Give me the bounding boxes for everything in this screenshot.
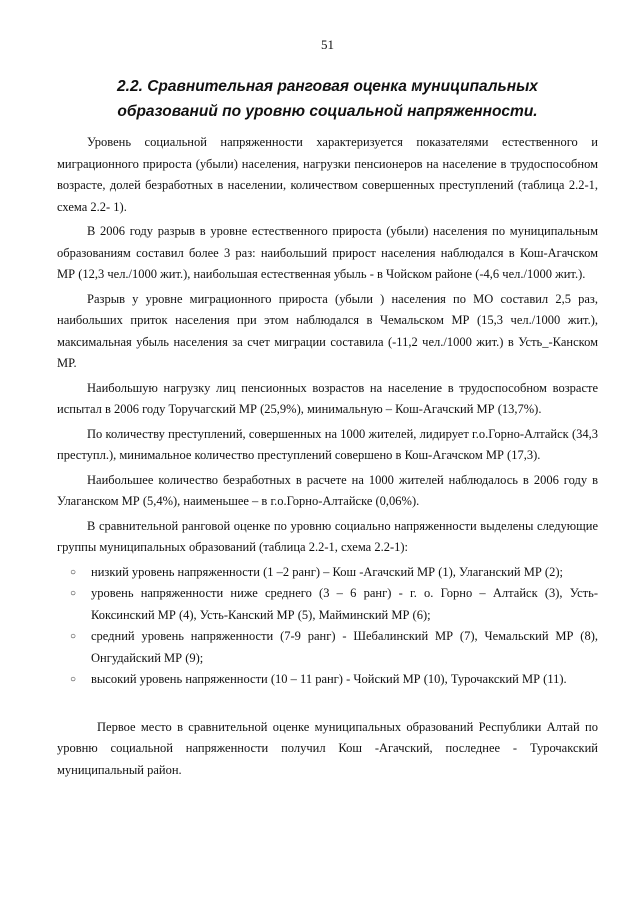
circle-bullet-icon: ○: [70, 631, 77, 642]
paragraph-intro: Уровень социальной напряженности характеризуется показателями естественного и миграционного прироста (убыли) населения, нагрузки пенсионеров на население в трудоспособном возрасте, долей безработных в населении, количеством совершенных преступлений (таблица 2.2-1, схема 2.2- 1).: [57, 135, 598, 214]
section-title-line-2: образований по уровню социальной напряженности.: [117, 103, 538, 120]
list-item-text: уровень напряженности ниже среднего (3 – 6 ранг) - г. о. Горно – Алтайск (3), Усть-Коксинский МР (4), Усть-Канский МР (5), Майминский МР (6);: [91, 586, 598, 622]
paragraph-conclusion: Первое место в сравнительной оценке муниципальных образований Республики Алтай по уровню социальной напряженности получил Кош -Агачский, последнее - Турочакский муниципальный район.: [57, 719, 598, 777]
paragraph-migration: Разрыв у уровне миграционного прироста (убыли ) населения по МО составил 2,5 раз, наибольших приток населения при этом наблюдался в Чемальском МР (15,3 чел./1000 жит.), максимальная убыль населения за счет миграции составила (-11,2 чел./1000 жит.) в Усть_-Канском МР.: [57, 291, 598, 370]
section-title-line-1: 2.2. Сравнительная ранговая оценка муниципальных: [117, 78, 538, 95]
page-number: 51: [321, 37, 334, 52]
list-item-text: низкий уровень напряженности (1 –2 ранг) – Кош -Агачский МР (1), Улаганский МР (2);: [91, 564, 563, 579]
paragraph-groups-intro: В сравнительной ранговой оценке по уровню социально напряженности выделены следующие группы муниципальных образований (таблица 2.2-1, схема 2.2-1):: [57, 518, 598, 554]
paragraph-crime: По количеству преступлений, совершенных на 1000 жителей, лидирует г.о.Горно-Алтайск (34,3 преступл.), минимальное количество преступлений совершено в Кош-Агачском МР (17,3).: [57, 426, 598, 462]
list-item: [57, 583, 598, 626]
paragraph-pensioners: Наибольшую нагрузку лиц пенсионных возрастов на население в трудоспособном возрасте испытал в 2006 году Торучагский МР (25,9%), минимальную – Кош-Агачский МР (13,7%).: [57, 380, 598, 416]
circle-bullet-icon: ○: [70, 674, 77, 685]
list-item-text: средний уровень напряженности (7-9 ранг) - Шебалинский МР (7), Чемальский МР (8), Онгудайский МР (9);: [91, 629, 598, 665]
circle-bullet-icon: ○: [70, 566, 77, 578]
list-item: [57, 669, 598, 691]
list-item: [57, 562, 598, 584]
tension-groups-list: [57, 562, 598, 691]
circle-bullet-icon: ○: [70, 588, 77, 599]
section-title: [57, 74, 598, 124]
paragraph-natural-growth: В 2006 году разрыв в уровне естественного прироста (убыли) населения по муниципальным образованиям составил более 3 раз: наибольший прирост населения наблюдался в Кош-Агачском МР (12,3 чел./1000 жит.), наибольшая естественная убыль - в Чойском районе (-4,6 чел./1000 жит.).: [57, 224, 598, 281]
list-item: [57, 626, 598, 669]
list-item-text: высокий уровень напряженности (10 – 11 ранг) - Чойский МР (10), Турочакский МР (11).: [91, 672, 567, 686]
paragraph-unemployment: Наибольшее количество безработных в расчете на 1000 жителей наблюдалось в 2006 году в Улаганском МР (5,4%), наименьшее – в г.о.Горно-Алтайске (0,06%).: [57, 472, 598, 508]
